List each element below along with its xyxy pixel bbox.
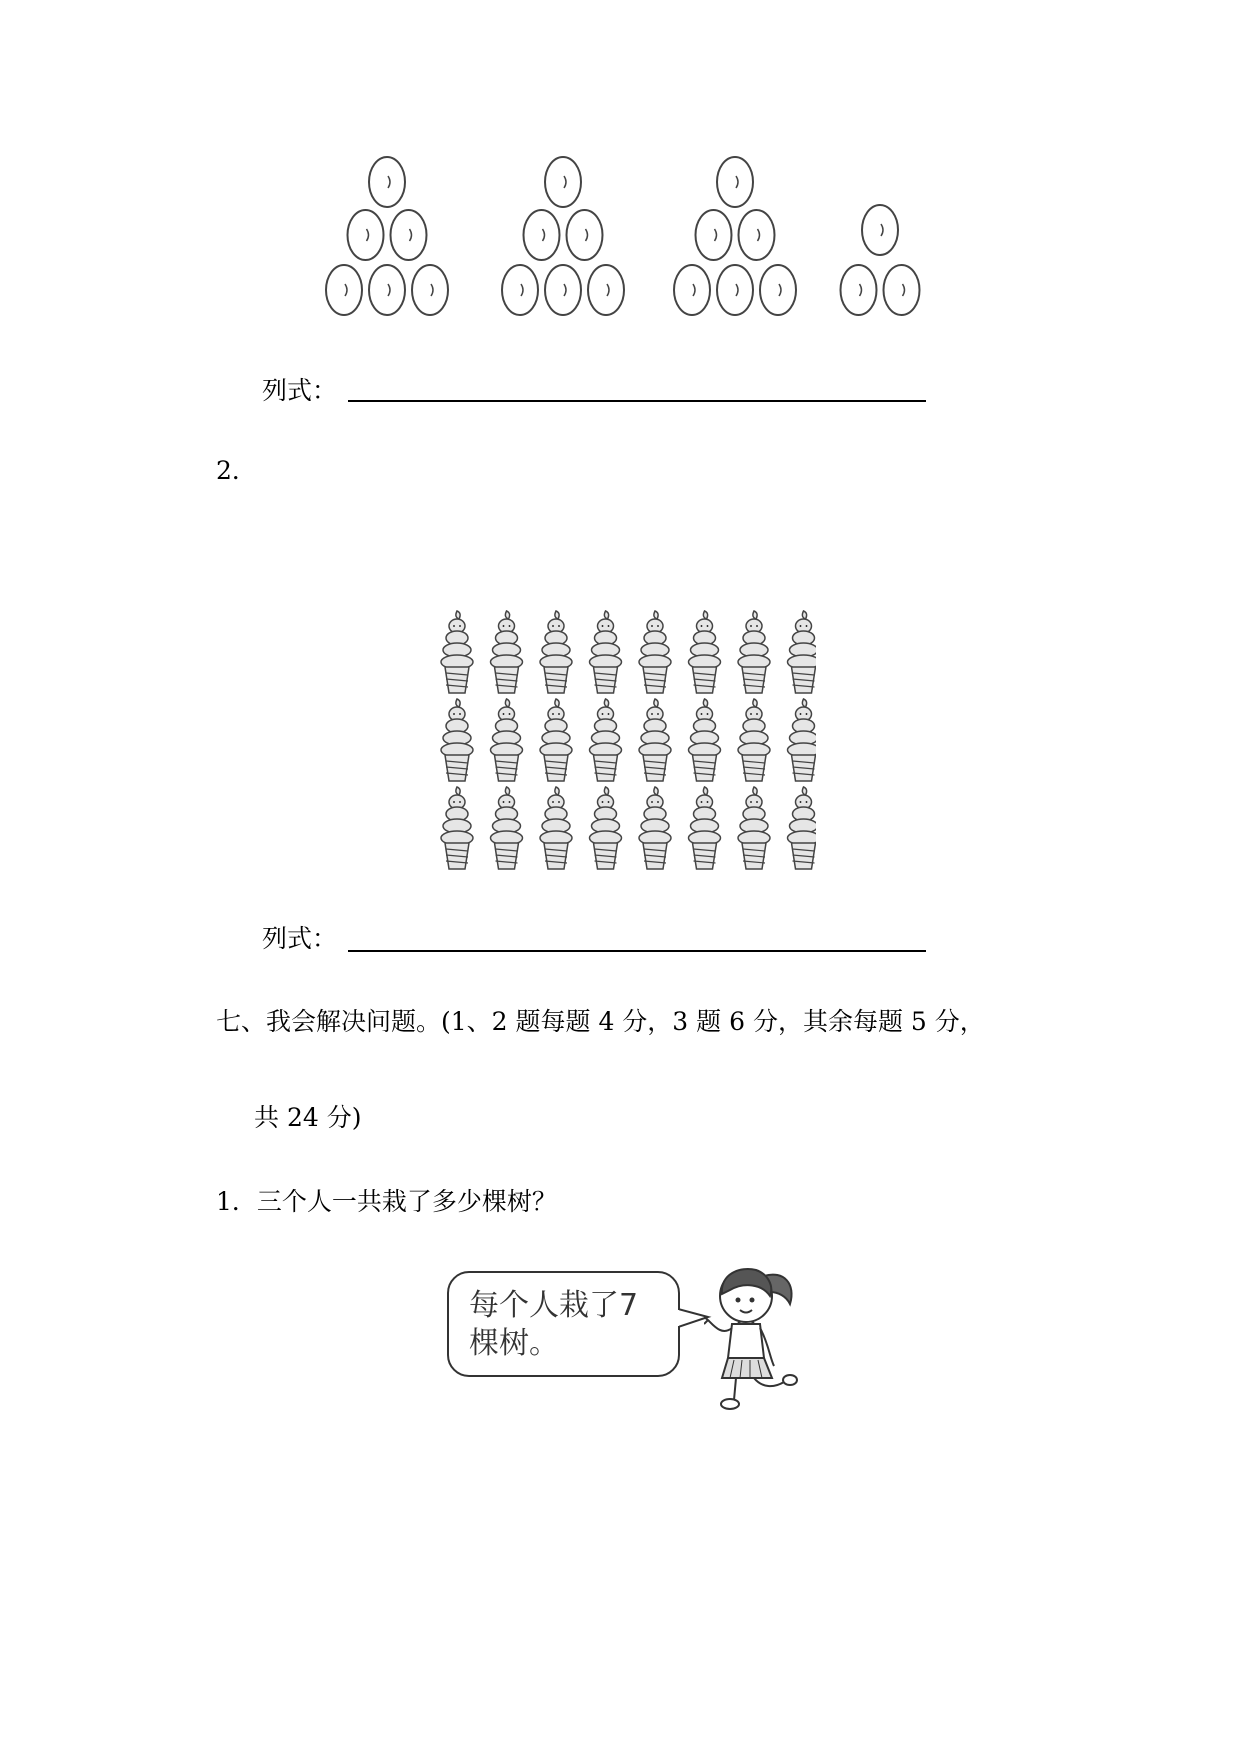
egg: [545, 265, 581, 315]
egg: [674, 265, 710, 315]
icecream-cone: [441, 787, 473, 869]
egg: [369, 265, 405, 315]
egg-groups-figure: [0, 0, 1241, 340]
question-number-2: 2．: [216, 456, 257, 485]
egg: [884, 265, 920, 315]
icecream-grid-figure: [436, 607, 816, 872]
girl-illustration: [704, 1262, 819, 1412]
icecream-cone: [590, 699, 622, 781]
section-heading-line1: 七、我会解决问题。(1、2 题每题 4 分，3 题 6 分，其余每题 5 分，: [216, 1007, 985, 1036]
egg: [717, 157, 753, 207]
speech-line-1: 每个人栽了7: [469, 1288, 639, 1323]
egg: [567, 210, 603, 260]
speech-bubble: [447, 1271, 680, 1377]
icecream-cone: [639, 699, 671, 781]
egg: [760, 265, 796, 315]
egg: [588, 265, 624, 315]
icecream-cone: [689, 611, 721, 693]
icecream-cone: [491, 611, 523, 693]
icecream-cone: [639, 787, 671, 869]
problem-1-question: 1．三个人一共栽了多少棵树？: [216, 1187, 557, 1216]
icecream-cone: [441, 699, 473, 781]
icecream-cone: [788, 699, 817, 781]
egg: [369, 157, 405, 207]
icecream-cone: [441, 611, 473, 693]
section-heading-line2: 共 24 分): [254, 1103, 362, 1132]
icecream-cone: [491, 699, 523, 781]
icecream-cone: [540, 611, 572, 693]
egg: [391, 210, 427, 260]
icecream-cone: [738, 787, 770, 869]
icecream-cone: [491, 787, 523, 869]
speech-line-2: 棵树。: [469, 1326, 559, 1361]
icecream-cone: [639, 611, 671, 693]
icecream-cone: [788, 611, 817, 693]
icecream-cone: [689, 787, 721, 869]
icecream-cone: [738, 611, 770, 693]
egg: [841, 265, 877, 315]
egg: [502, 265, 538, 315]
egg: [862, 205, 898, 255]
egg: [412, 265, 448, 315]
egg: [717, 265, 753, 315]
egg: [348, 210, 384, 260]
icecream-cone: [540, 699, 572, 781]
icecream-cone: [540, 787, 572, 869]
icecream-cone: [689, 699, 721, 781]
egg: [326, 265, 362, 315]
egg: [524, 210, 560, 260]
icecream-cone: [738, 699, 770, 781]
formula-label-1: 列式：: [262, 376, 338, 405]
formula-label-2: 列式：: [262, 924, 338, 953]
egg: [739, 210, 775, 260]
icecream-cone: [590, 611, 622, 693]
formula-answer-line-2[interactable]: [348, 950, 926, 952]
formula-answer-line-1[interactable]: [348, 400, 926, 402]
icecream-cone: [788, 787, 817, 869]
icecream-cone: [590, 787, 622, 869]
egg: [545, 157, 581, 207]
egg: [696, 210, 732, 260]
